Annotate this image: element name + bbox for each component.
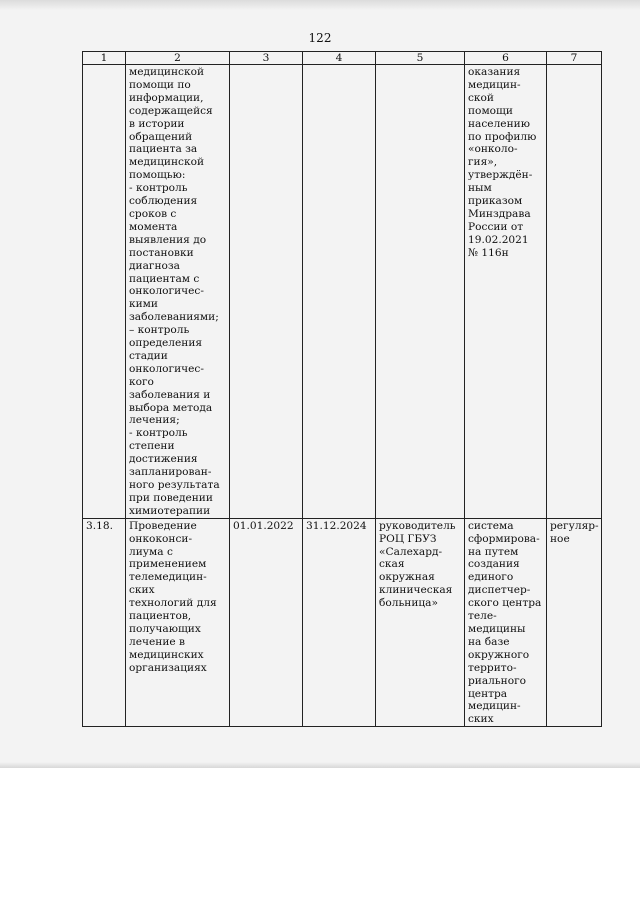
column-header: 6: [465, 52, 547, 65]
activity-cell: Проведение онкоконси- лиума с применением телемедицин- ских технологий для пациентов, получающих лечение в медицинских организациях: [126, 518, 230, 727]
end-date-cell: [303, 65, 376, 519]
column-header: 4: [303, 52, 376, 65]
page-number: 122: [308, 31, 332, 45]
table-row: [83, 518, 602, 727]
frequency-cell: регуляр- ное: [547, 518, 602, 727]
start-date-cell: [230, 65, 303, 519]
item-number-cell: [83, 65, 126, 519]
column-header: 3: [230, 52, 303, 65]
result-cell: оказания медицин- ской помощи населению по профилю «онколо- гия», утверждён- ным приказом Минздрава России от 19.02.2021 № 116н: [465, 65, 547, 519]
column-number-row: [83, 52, 602, 65]
start-date-cell: 01.01.2022: [230, 518, 303, 727]
column-header: 5: [376, 52, 465, 65]
frequency-cell: [547, 65, 602, 519]
scan-top-edge: [0, 0, 640, 10]
end-date-cell: 31.12.2024: [303, 518, 376, 727]
responsible-cell: руководитель РОЦ ГБУЗ «Салехард- ская окружная клиническая больница»: [376, 518, 465, 727]
column-header: 1: [83, 52, 126, 65]
column-header: 2: [126, 52, 230, 65]
activity-cell: медицинской помощи по информации, содержащейся в истории обращений пациента за медицинской помощью: - контроль соблюдения сроков с момента выявления до постановки диагноза пациентам с онкологичес- кими заболеваниями; – контроль определения стадии онкологичес- кого заболевания и выбора метода лечения; - контроль степени достижения запланирован- ного результата при поведении химиотерапии: [126, 65, 230, 519]
table-row: [83, 65, 602, 519]
result-cell: система сформирова- на путем создания единого диспетчер- ского центра теле- медицины на базе окружного террито- риального центра медицин- ских: [465, 518, 547, 727]
item-number-cell: 3.18.: [83, 518, 126, 727]
column-header: 7: [547, 52, 602, 65]
scan-bottom-edge: [0, 762, 640, 768]
responsible-cell: [376, 65, 465, 519]
plan-table: [82, 51, 602, 727]
